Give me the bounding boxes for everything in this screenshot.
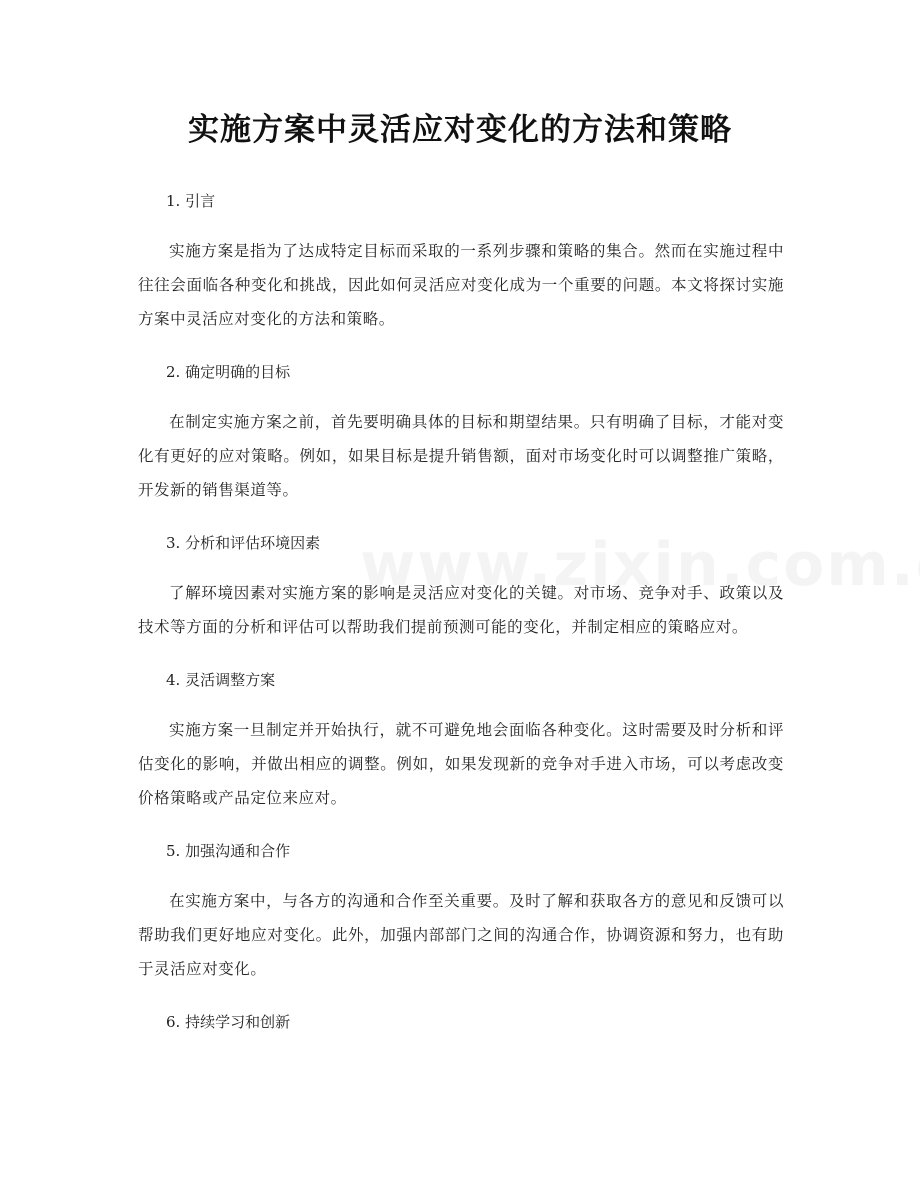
section-heading-2: 2. 确定明确的目标 xyxy=(166,363,291,381)
section-heading-3: 3. 分析和评估环境因素 xyxy=(166,534,321,552)
section-paragraph-3: 了解环境因素对实施方案的影响是灵活应对变化的关键。对市场、竞争对手、政策以及技术等方面的分析和评估可以帮助我们提前预测可能的变化，并制定相应的策略应对。 xyxy=(138,584,784,636)
page-title: 实施方案中灵活应对变化的方法和策略 xyxy=(188,112,732,148)
section-paragraph-5: 在实施方案中，与各方的沟通和合作至关重要。及时了解和获取各方的意见和反馈可以帮助我们更好地应对变化。此外，加强内部部门之间的沟通合作，协调资源和努力，也有助于灵活应对变化。 xyxy=(138,892,784,978)
section-paragraph-1: 实施方案是指为了达成特定目标而采取的一系列步骤和策略的集合。然而在实施过程中往往会面临各种变化和挑战，因此如何灵活应对变化成为一个重要的问题。本文将探讨实施方案中灵活应对变化的方法和策略。 xyxy=(138,242,784,328)
section-paragraph-4: 实施方案一旦制定并开始执行，就不可避免地会面临各种变化。这时需要及时分析和评估变化的影响，并做出相应的调整。例如，如果发现新的竞争对手进入市场，可以考虑改变价格策略或产品定位来应对。 xyxy=(138,721,784,807)
section-heading-4: 4. 灵活调整方案 xyxy=(166,671,276,689)
document-body xyxy=(138,186,784,1055)
section-heading-1: 1. 引言 xyxy=(166,192,216,210)
section-heading-5: 5. 加强沟通和合作 xyxy=(166,842,291,860)
section-paragraph-2: 在制定实施方案之前，首先要明确具体的目标和期望结果。只有明确了目标，才能对变化有更好的应对策略。例如，如果目标是提升销售额，面对市场变化时可以调整推广策略，开发新的销售渠道等。 xyxy=(138,413,784,499)
section-heading-6: 6. 持续学习和创新 xyxy=(166,1013,291,1031)
